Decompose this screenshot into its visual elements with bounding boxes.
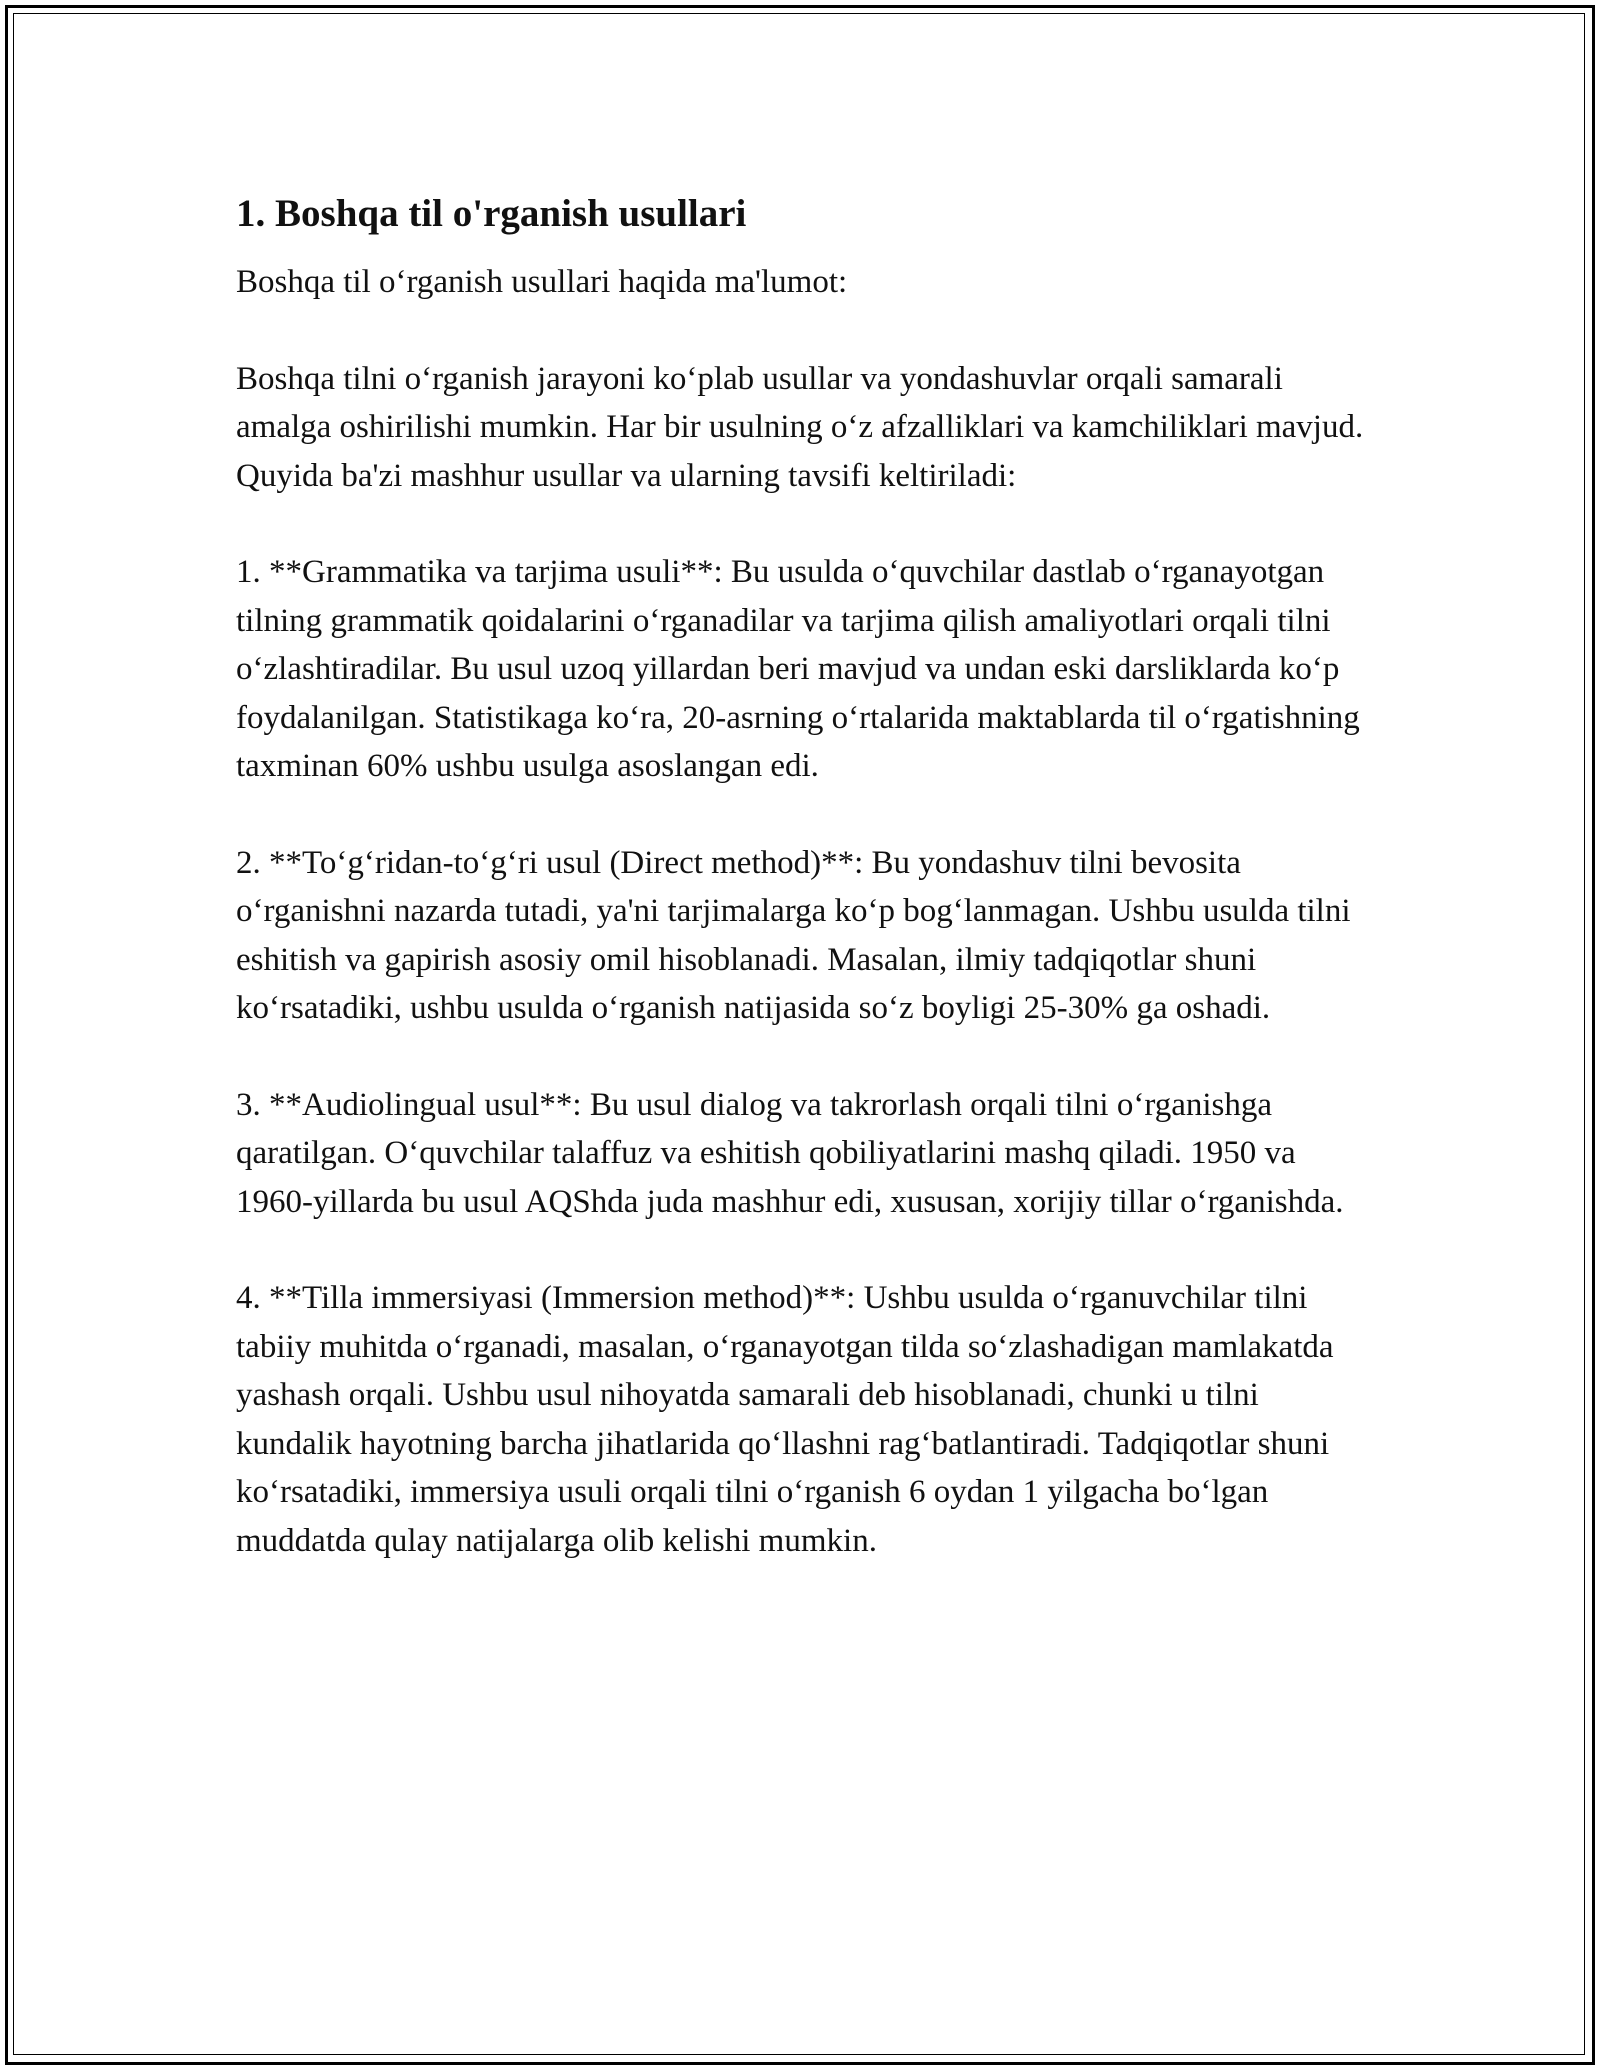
section-title: 1. Boshqa til o'rganish usullari: [236, 192, 747, 235]
paragraph-overview: Boshqa tilni o‘rganish jarayoni ko‘plab usullar va yondashuvlar orqali samarali amalga oshirilishi mumkin. Har bir usulning o‘z afzalliklari va kamchiliklari mavjud. Quyida ba'zi mashhur usullar va ularning tavsifi keltiriladi:: [236, 360, 1364, 494]
paragraph-direct-method: 2. **To‘g‘ridan-to‘g‘ri usul (Direct method)**: Bu yondashuv tilni bevosita o‘rganishni nazarda tutadi, ya'ni tarjimalarga ko‘p bog‘lanmagan. Ushbu usulda tilni eshitish va gapirish asosiy omil hisoblanadi. Masalan, ilmiy tadqiqotlar shuni ko‘rsatadiki, ushbu usulda o‘rganish natijasida so‘z boyligi 25-30% ga oshadi.: [236, 844, 1351, 1026]
intro-line: Boshqa til o‘rganish usullari haqida ma'lumot:: [236, 264, 848, 300]
paragraph-audiolingual: 3. **Audiolingual usul**: Bu usul dialog va takrorlash orqali tilni o‘rganishga qaratilgan. O‘quvchilar talaffuz va eshitish qobiliyatlarini mashq qiladi. 1950 va 1960-yillarda bu usul AQShda juda mashhur edi, xususan, xorijiy tillar o‘rganishda.: [236, 1086, 1344, 1220]
paragraph-immersion: 4. **Tilla immersiyasi (Immersion method)**: Ushbu usulda o‘rganuvchilar tilni tabiiy muhitda o‘rganadi, masalan, o‘rganayotgan tilda so‘zlashadigan mamlakatda yashash orqali. Ushbu usul nihoyatda samarali deb hisoblanadi, chunki u tilni kundalik hayotning barcha jihatlarida qo‘llashni rag‘batlantiradi. Tadqiqotlar shuni ko‘rsatadiki, immersiya usuli orqali tilni o‘rganish 6 oydan 1 yilgacha bo‘lgan muddatda qulay natijalarga olib kelishi mumkin.: [236, 1280, 1334, 1559]
paragraph-grammar-translation: 1. **Grammatika va tarjima usuli**: Bu usulda o‘quvchilar dastlab o‘rganayotgan tilning grammatik qoidalarini o‘rganadilar va tarjima qilish amaliyotlari orqali tilni o‘zlashtiradilar. Bu usul uzoq yillardan beri mavjud va undan eski darsliklarda ko‘p foydalanilgan. Statistikaga ko‘ra, 20-asrning o‘rtalarida maktablarda til o‘rgatishning taxminan 60% ushbu usulga asoslangan edi.: [236, 554, 1360, 784]
document-body: [236, 186, 1376, 1565]
